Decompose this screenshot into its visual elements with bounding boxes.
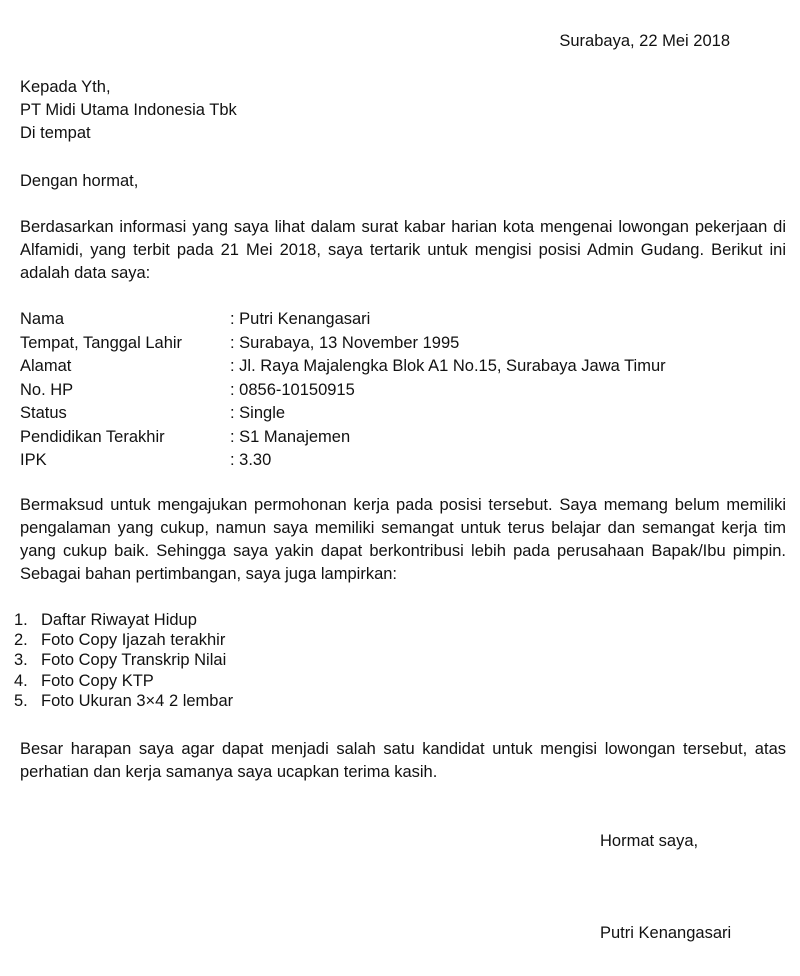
list-text: Daftar Riwayat Hidup: [41, 611, 197, 629]
list-number: 3.: [14, 651, 28, 670]
recipient-line-1: Kepada Yth,: [20, 78, 111, 96]
list-number: 2.: [14, 631, 28, 650]
recipient-line-3: Di tempat: [20, 124, 91, 142]
list-item: [14, 610, 233, 630]
list-number: 1.: [14, 611, 28, 629]
list-number: 5.: [14, 691, 28, 710]
data-value: : 0856-10150915: [230, 380, 355, 399]
list-number: 4.: [14, 671, 28, 690]
data-row-status: [20, 402, 666, 426]
data-row-pendidikan: [20, 426, 666, 450]
data-row-hp: [20, 379, 666, 403]
salutation: Dengan hormat,: [20, 172, 139, 190]
recipient-company: PT Midi Utama Indonesia Tbk: [20, 101, 237, 119]
data-label: Alamat: [20, 357, 72, 375]
data-value: : Putri Kenangasari: [230, 310, 371, 328]
closing-paragraph: Besar harapan saya agar dapat menjadi salah satu kandidat untuk mengisi lowongan tersebut, atas perhatian dan kerja samanya saya ucapkan terima kasih.: [20, 740, 786, 781]
closing-greeting: Hormat saya,: [600, 832, 699, 850]
data-value: : 3.30: [230, 451, 272, 469]
data-row-ttl: [20, 332, 666, 356]
list-text: Foto Ukuran 3×4 2 lembar: [41, 691, 234, 710]
personal-data-table: [20, 308, 666, 473]
data-label: IPK: [20, 451, 47, 469]
data-value: : Jl. Raya Majalengka Blok A1 No.15, Surabaya Jawa Timur: [230, 357, 666, 375]
letter-date: Surabaya, 22 Mei 2018: [559, 32, 730, 50]
data-row-alamat: [20, 355, 666, 379]
data-value: : S1 Manajemen: [230, 427, 351, 446]
data-row-nama: [20, 308, 666, 332]
signature-name: Putri Kenangasari: [600, 924, 732, 942]
attachment-list: [14, 610, 233, 711]
data-label: Tempat, Tanggal Lahir: [20, 333, 183, 352]
list-text: Foto Copy Transkrip Nilai: [41, 651, 227, 670]
list-text: Foto Copy KTP: [41, 671, 154, 690]
data-value: : Single: [230, 404, 286, 422]
list-item: [14, 630, 233, 650]
data-row-ipk: [20, 449, 666, 473]
list-text: Foto Copy Ijazah terakhir: [41, 631, 226, 650]
list-item: [14, 671, 233, 691]
list-item: [14, 650, 233, 670]
purpose-paragraph: Bermaksud untuk mengajukan permohonan kerja pada posisi tersebut. Saya memang belum memiliki pengalaman yang cukup, namun saya memiliki semangat untuk terus belajar dan semangat kerja tim yang cukup baik. Sehingga saya yakin dapat berkontribusi lebih pada perusahaan Bapak/Ibu pimpin. Sebagai bahan pertimbangan, saya juga lampirkan:: [20, 496, 786, 583]
data-label: Nama: [20, 310, 65, 328]
intro-paragraph: Berdasarkan informasi yang saya lihat dalam surat kabar harian kota mengenai lowongan pekerjaan di Alfamidi, yang terbit pada 21 Mei 2018, saya tertarik untuk mengisi posisi Admin Gudang. Berikut ini adalah data saya:: [20, 218, 786, 282]
data-value: : Surabaya, 13 November 1995: [230, 333, 460, 352]
data-label: No. HP: [20, 380, 74, 399]
data-label: Pendidikan Terakhir: [20, 427, 165, 446]
data-label: Status: [20, 404, 67, 422]
list-item: [14, 691, 233, 711]
recipient-block: [20, 76, 237, 145]
